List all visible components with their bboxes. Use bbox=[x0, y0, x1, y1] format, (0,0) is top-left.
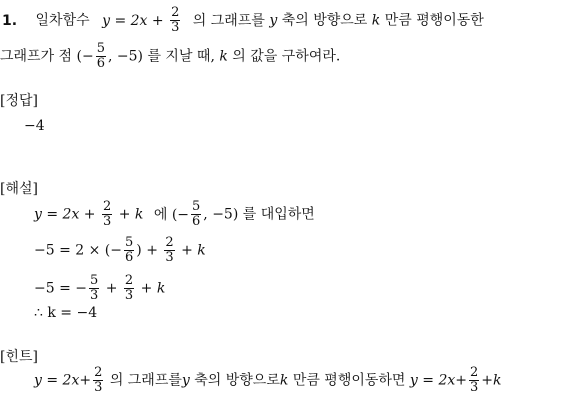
explanation-line-2 bbox=[34, 236, 206, 265]
fraction: $\frac{2}{3}$ bbox=[165, 235, 174, 265]
explanation-line-1 bbox=[34, 200, 315, 229]
explanation-text: , −5) 를 대입하면 bbox=[203, 206, 315, 223]
question-line-1 bbox=[2, 6, 484, 35]
fraction: $\frac{2}{3}$ bbox=[102, 199, 112, 229]
question-text: 의 그래프를 bbox=[192, 12, 265, 29]
answer-label: [정답] bbox=[0, 93, 38, 109]
variable: k bbox=[279, 372, 289, 389]
hint-text: 의 그래프를 bbox=[109, 372, 182, 389]
answer-value: −4 bbox=[24, 118, 45, 134]
variable: y bbox=[181, 372, 190, 389]
fraction: $\frac{2}{3}$ bbox=[470, 365, 479, 395]
explanation-text: 에 (− bbox=[153, 206, 190, 223]
fraction: $\frac{5}{3}$ bbox=[90, 273, 99, 303]
variable: y bbox=[269, 12, 278, 29]
equation: y = 2x+ bbox=[409, 372, 467, 389]
fraction: $\frac{2}{3}$ bbox=[94, 365, 103, 395]
equation: + k bbox=[140, 280, 166, 297]
hint-text: 축의 방향으로 bbox=[194, 372, 280, 389]
fraction: $\frac{5}{6}$ bbox=[96, 41, 105, 71]
fraction: $\frac{2}{3}$ bbox=[171, 5, 180, 35]
equation: −5 = − bbox=[34, 280, 87, 297]
equation: y = 2x+ bbox=[34, 372, 92, 389]
equation: + bbox=[105, 280, 118, 297]
question-text: 축의 방향으로 bbox=[281, 12, 368, 29]
question-text: 의 값을 구하여라. bbox=[232, 48, 341, 65]
fraction: $\frac{2}{3}$ bbox=[124, 273, 134, 303]
question-text: 그래프가 점 (− bbox=[0, 48, 94, 65]
question-text: 만큼 평행이동한 bbox=[384, 12, 484, 29]
equation: + k bbox=[181, 242, 206, 259]
equation: −5 = 2 × (− bbox=[34, 242, 122, 259]
question-number: 1. bbox=[2, 12, 18, 29]
explanation-line-4: ∴ k = −4 bbox=[34, 305, 98, 321]
equation: y = 2x + bbox=[34, 206, 96, 223]
equation: +k bbox=[481, 372, 502, 389]
fraction: $\frac{5}{6}$ bbox=[192, 199, 201, 229]
equation: + k bbox=[118, 206, 144, 223]
hint-label: [힌트] bbox=[0, 349, 38, 365]
equation: ) + bbox=[136, 242, 158, 259]
hint-line bbox=[34, 366, 502, 395]
explanation-line-3 bbox=[34, 274, 165, 303]
question-line-2 bbox=[0, 42, 340, 71]
fraction: $\frac{5}{6}$ bbox=[125, 235, 134, 265]
hint-text: 만큼 평행이동하면 bbox=[292, 372, 406, 389]
equation: y = 2x + bbox=[102, 12, 164, 29]
variable: k bbox=[219, 48, 228, 65]
question-text: , −5) 를 지날 때, bbox=[108, 48, 215, 65]
question-text: 일차함수 bbox=[35, 12, 90, 29]
variable: k bbox=[371, 12, 381, 29]
explanation-label: [해설] bbox=[0, 181, 38, 197]
